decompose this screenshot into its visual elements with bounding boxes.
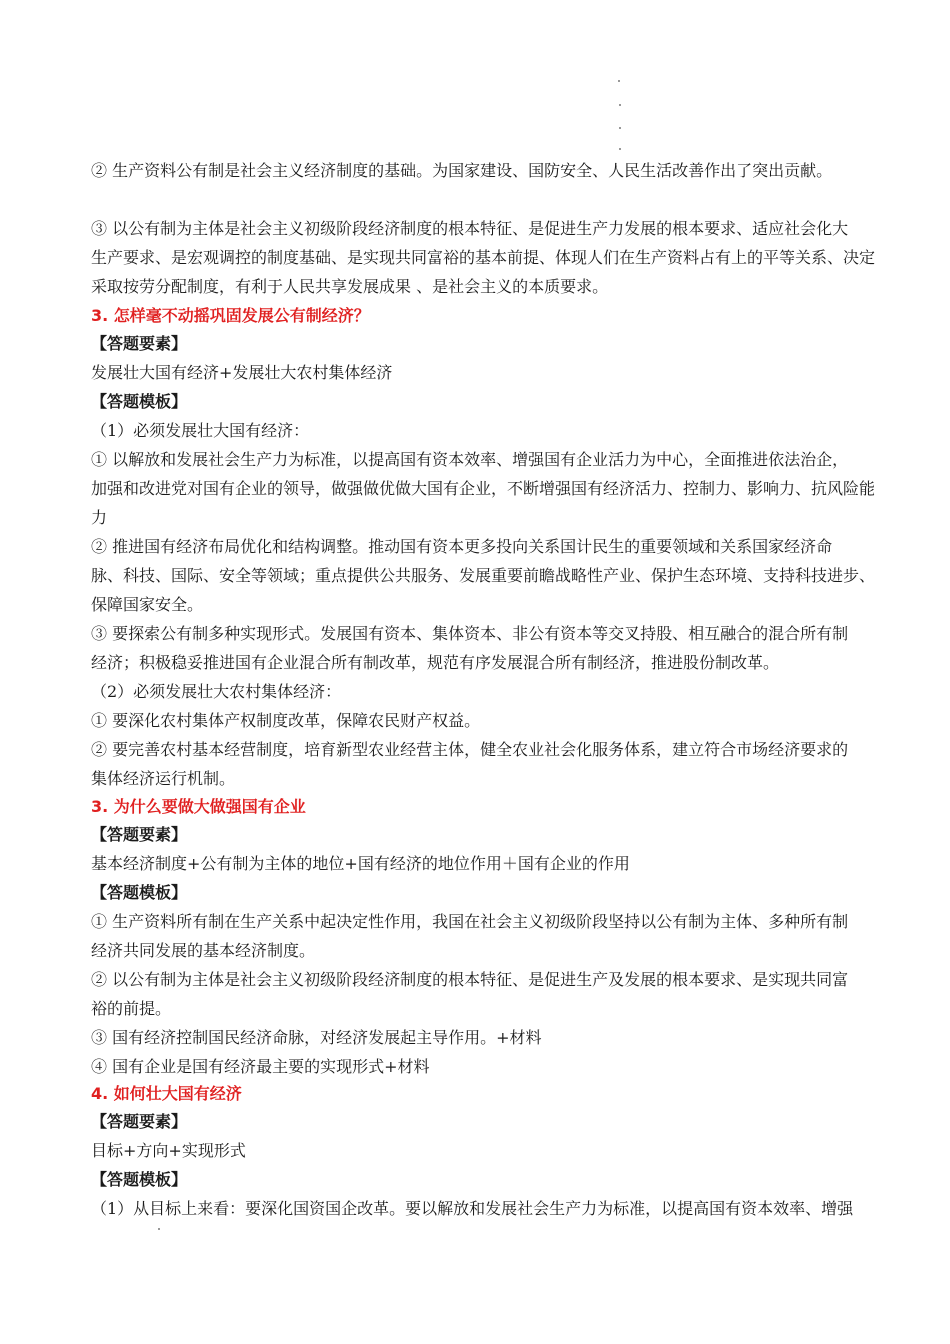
paragraph-line: ③ 要探索公有制多种实现形式。发展国有资本、集体资本、非公有资本等交叉持股、相互融合的混合所有制 [91,624,849,643]
paragraph-line: 经济；积极稳妥推进国有企业混合所有制改革，规范有序发展混合所有制经济，推进股份制改革。 [91,653,780,672]
paragraph: ② 生产资料公有制是社会主义经济制度的基础。为国家建设、国防安全、人民生活改善作出了突出贡献。 [91,161,833,180]
paragraph-line: ① 生产资料所有制在生产关系中起决定性作用，我国在社会主义初级阶段坚持以公有制为主体、多种所有制 [91,912,849,931]
answer-elements: 基本经济制度+公有制为主体的地位+国有经济的地位作用＋国有企业的作用 [91,854,630,873]
paragraph-line: 采取按劳分配制度，有利于人民共享发展成果 、是社会主义的本质要求。 [91,277,609,296]
paragraph-line: 裕的前提。 [91,999,172,1018]
paragraph-line: 保障国家安全。 [91,595,204,614]
paragraph-line: ② 要完善农村基本经营制度，培育新型农业经营主体，健全农业社会化服务体系，建立符合市场经济要求的 [91,740,849,759]
paragraph-line: ③ 以公有制为主体是社会主义初级阶段经济制度的根本特征、是促进生产力发展的根本要求、适应社会化大 [91,219,849,238]
section-heading: 4. 如何壮大国有经济 [91,1084,242,1103]
sub-heading: （2）必须发展壮大农村集体经济： [91,682,342,701]
answer-elements: 目标+方向+实现形式 [91,1141,246,1160]
paragraph-line: 生产要求、是宏观调控的制度基础、是实现共同富裕的基本前提、体现人们在生产资料占有上的平等关系、决定 [91,248,876,267]
label-answer-template: 【答题模板】 [91,883,188,902]
sub-heading: （1）必须发展壮大国有经济： [91,421,310,440]
paragraph-line: ③ 国有经济控制国民经济命脉，对经济发展起主导作用。+材料 [91,1028,542,1047]
paragraph-line: 力 [91,508,108,527]
paragraph-line: 脉、科技、国际、安全等领域；重点提供公共服务、发展重要前瞻战略性产业、保护生态环境、支持科技进步、 [91,566,876,585]
label-answer-elements: 【答题要素】 [91,1112,188,1131]
label-answer-template: 【答题模板】 [91,1170,188,1189]
paragraph-line: ② 推进国有经济布局优化和结构调整。推动国有资本更多投向关系国计民生的重要领域和关系国家经济命 [91,537,833,556]
scan-mark [619,104,621,106]
paragraph-line: ④ 国有企业是国有经济最主要的实现形式+材料 [91,1057,430,1076]
paragraph-line: 加强和改进党对国有企业的领导，做强做优做大国有企业，不断增强国有经济活力、控制力、影响力、抗风险能 [91,479,876,498]
scan-mark [619,127,621,129]
scan-mark [619,148,621,150]
section-heading: 3. 怎样毫不动摇巩固发展公有制经济？ [91,306,370,325]
paragraph-line: ① 要深化农村集体产权制度改革，保障农民财产权益。 [91,711,481,730]
paragraph-line: 集体经济运行机制。 [91,769,236,788]
scan-mark [618,80,620,82]
label-answer-elements: 【答题要素】 [91,334,188,353]
paragraph-line: （1）从目标上来看：要深化国资国企改革。要以解放和发展社会生产力为标准，以提高国有资本效率、增强 [91,1199,854,1218]
scan-mark [158,1228,160,1230]
label-answer-template: 【答题模板】 [91,392,188,411]
paragraph-line: ① 以解放和发展社会生产力为标准，以提高国有资本效率、增强国有企业活力为中心，全面推进依法治企， [91,450,849,469]
paragraph-line: 经济共同发展的基本经济制度。 [91,941,316,960]
paragraph-line: ② 以公有制为主体是社会主义初级阶段经济制度的根本特征、是促进生产及发展的根本要求、是实现共同富 [91,970,849,989]
answer-elements: 发展壮大国有经济+发展壮大农村集体经济 [91,363,393,382]
label-answer-elements: 【答题要素】 [91,825,188,844]
section-heading: 3. 为什么要做大做强国有企业 [91,797,306,816]
